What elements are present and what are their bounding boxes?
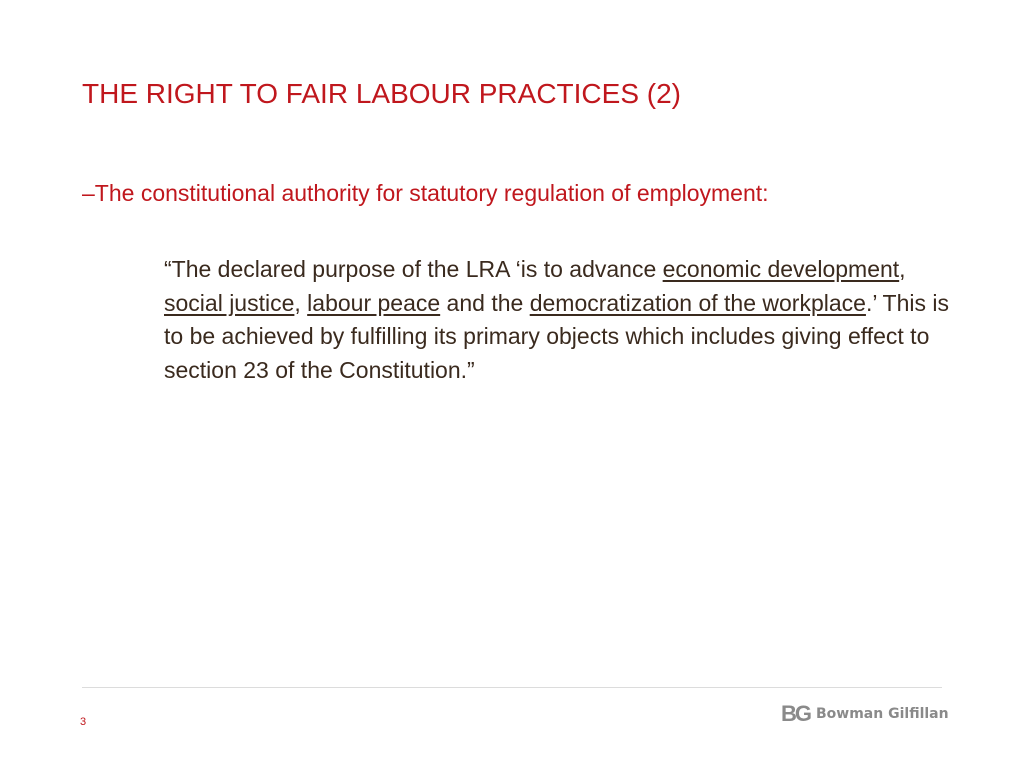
logo-text: Bowman Gilfillan <box>816 706 949 722</box>
quote-part-2: and the <box>440 289 530 316</box>
bullet-text: The constitutional authority for statutory regulation of employment: <box>94 180 769 206</box>
quote-separator-1: , <box>899 256 906 282</box>
footer-divider <box>82 687 942 688</box>
quote-term-labour-peace: labour peace <box>307 289 441 316</box>
bullet-item <box>82 180 769 207</box>
company-logo <box>781 702 949 726</box>
slide-title: THE RIGHT TO FAIR LABOUR PRACTICES (2) <box>82 78 681 109</box>
bullet-marker: – <box>82 180 95 206</box>
quote-block <box>164 253 954 387</box>
quote-separator-2: , <box>294 289 308 316</box>
quote-term-social-justice: social justice <box>164 289 295 316</box>
quote-part-1: “The declared purpose of the LRA ‘is to advance <box>164 256 663 282</box>
page-number: 3 <box>80 716 87 728</box>
quote-term-democratization: democratization of the workplace <box>529 289 866 316</box>
logo-mark: BG <box>781 701 810 726</box>
quote-term-economic-development: economic development <box>662 256 900 282</box>
quote-part-3: .’ This is to be achieved by fulfilling its primary objects which includes giving effect to section 23 of the Constitution.” <box>164 289 950 383</box>
